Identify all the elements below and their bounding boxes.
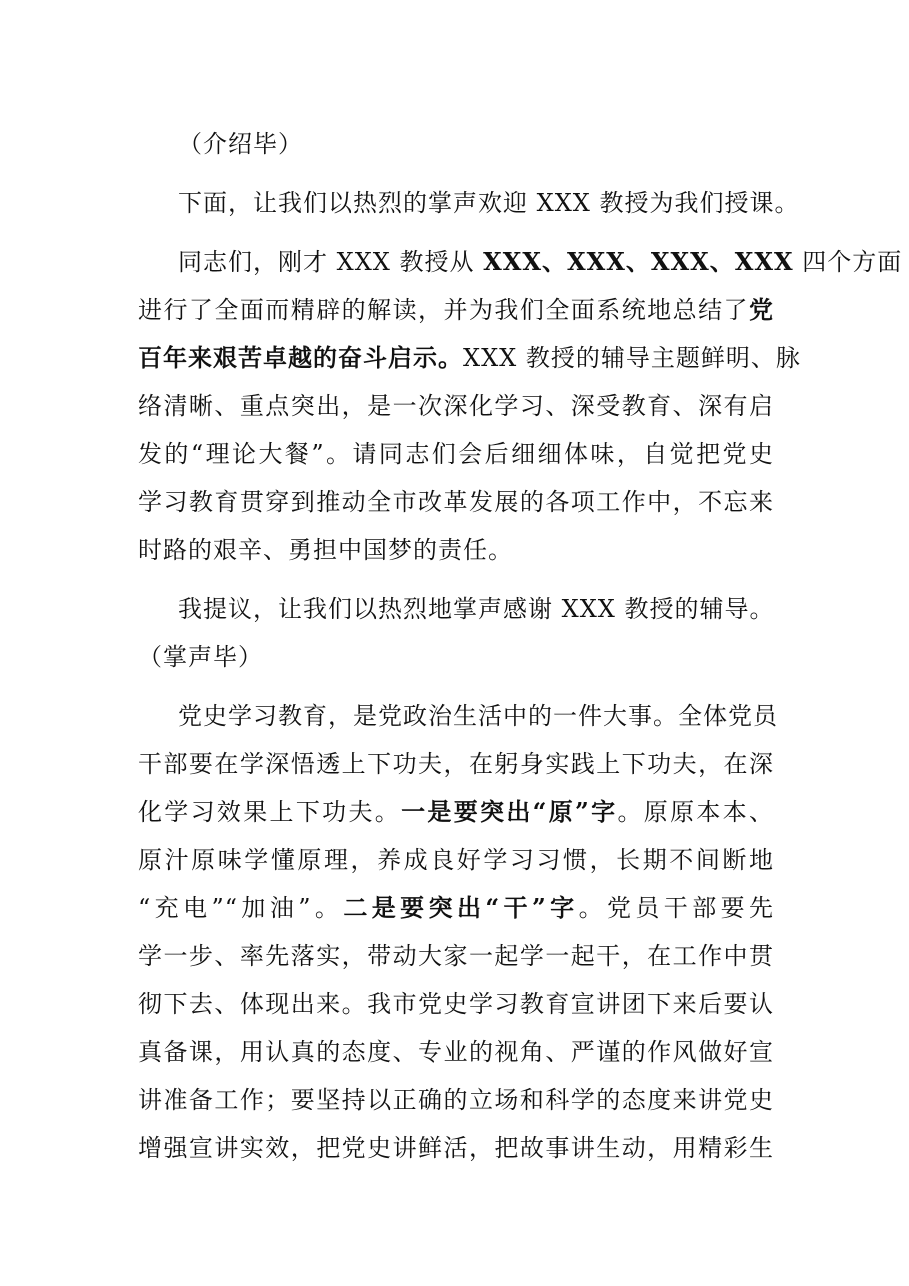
text-run: 干部要在学深悟透上下功夫，在躬身实践上下功夫，在深 — [138, 750, 774, 778]
text-line — [138, 748, 774, 780]
text-line — [138, 342, 801, 374]
text-line — [138, 438, 774, 470]
text-line — [138, 844, 774, 876]
text-line — [138, 988, 774, 1020]
text-line — [138, 486, 774, 518]
text-line — [138, 1132, 774, 1164]
text-run: 进行了全面而精辟的解读，并为我们全面系统地总结了 — [138, 296, 749, 324]
text-run: 下面，让我们以热烈的掌声欢迎 XXX 教授为我们授课。 — [178, 189, 800, 217]
text-line — [138, 534, 774, 566]
text-run: 学一步、率先落实，带动大家一起学一起干，在工作中贯 — [138, 942, 774, 970]
bold-text-run: XXX、XXX、XXX、XXX — [483, 247, 794, 276]
text-line — [138, 641, 774, 673]
text-line — [178, 593, 774, 625]
text-run: （掌声毕） — [138, 643, 263, 671]
text-line — [178, 128, 814, 160]
text-run: 我提议，让我们以热烈地掌声感谢 XXX 教授的辅导。 — [178, 595, 775, 623]
text-run: “充电”“加油”。 — [138, 894, 344, 922]
text-line — [178, 700, 778, 732]
text-line — [138, 390, 774, 422]
text-line — [138, 940, 774, 972]
text-line — [178, 187, 800, 219]
text-run: 讲准备工作；要坚持以正确的立场和科学的态度来讲党史 — [138, 1086, 774, 1114]
text-run: 增强宣讲实效，把党史讲鲜活，把故事讲生动，用精彩生 — [138, 1134, 774, 1162]
bold-text-run: 党 — [749, 295, 774, 324]
bold-text-run: 一是要突出“原”字 — [401, 797, 618, 826]
text-run: 化学习效果上下功夫。 — [138, 798, 402, 826]
text-line — [138, 1036, 774, 1068]
text-run: 络清晰、重点突出，是一次深化学习、深受教育、深有启 — [138, 392, 774, 420]
bold-text-run: 百年来艰苦卓越的奋斗启示。 — [138, 343, 463, 372]
text-line — [138, 1084, 774, 1116]
text-run: 发的“理论大餐”。请同志们会后细细体味，自觉把党史 — [138, 440, 774, 468]
bold-text-run: 二是要突出“干”字 — [343, 893, 579, 922]
text-run: 党史学习教育，是党政治生活中的一件大事。全体党员 — [178, 702, 778, 730]
text-line — [178, 246, 903, 278]
text-line — [138, 796, 774, 828]
text-run: 。原原本本、 — [617, 798, 775, 826]
text-run: 原汁原味学懂原理，养成良好学习习惯，长期不间断地 — [138, 846, 774, 874]
text-run: 四个方面 — [793, 248, 903, 276]
text-line — [138, 892, 774, 924]
text-run: 时路的艰辛、勇担中国梦的责任。 — [138, 536, 513, 564]
text-run: 学习教育贯穿到推动全市改革发展的各项工作中，不忘来 — [138, 488, 774, 516]
text-run: 彻下去、体现出来。我市党史学习教育宣讲团下来后要认 — [138, 990, 774, 1018]
text-run: 真备课，用认真的态度、专业的视角、严谨的作风做好宣 — [138, 1038, 774, 1066]
text-run: XXX 教授的辅导主题鲜明、脉 — [463, 344, 801, 372]
text-run: 。党员干部要先 — [578, 894, 775, 922]
text-run: （介绍毕） — [178, 130, 303, 158]
text-line — [138, 294, 774, 326]
text-run: 同志们，刚才 XXX 教授从 — [178, 248, 484, 276]
